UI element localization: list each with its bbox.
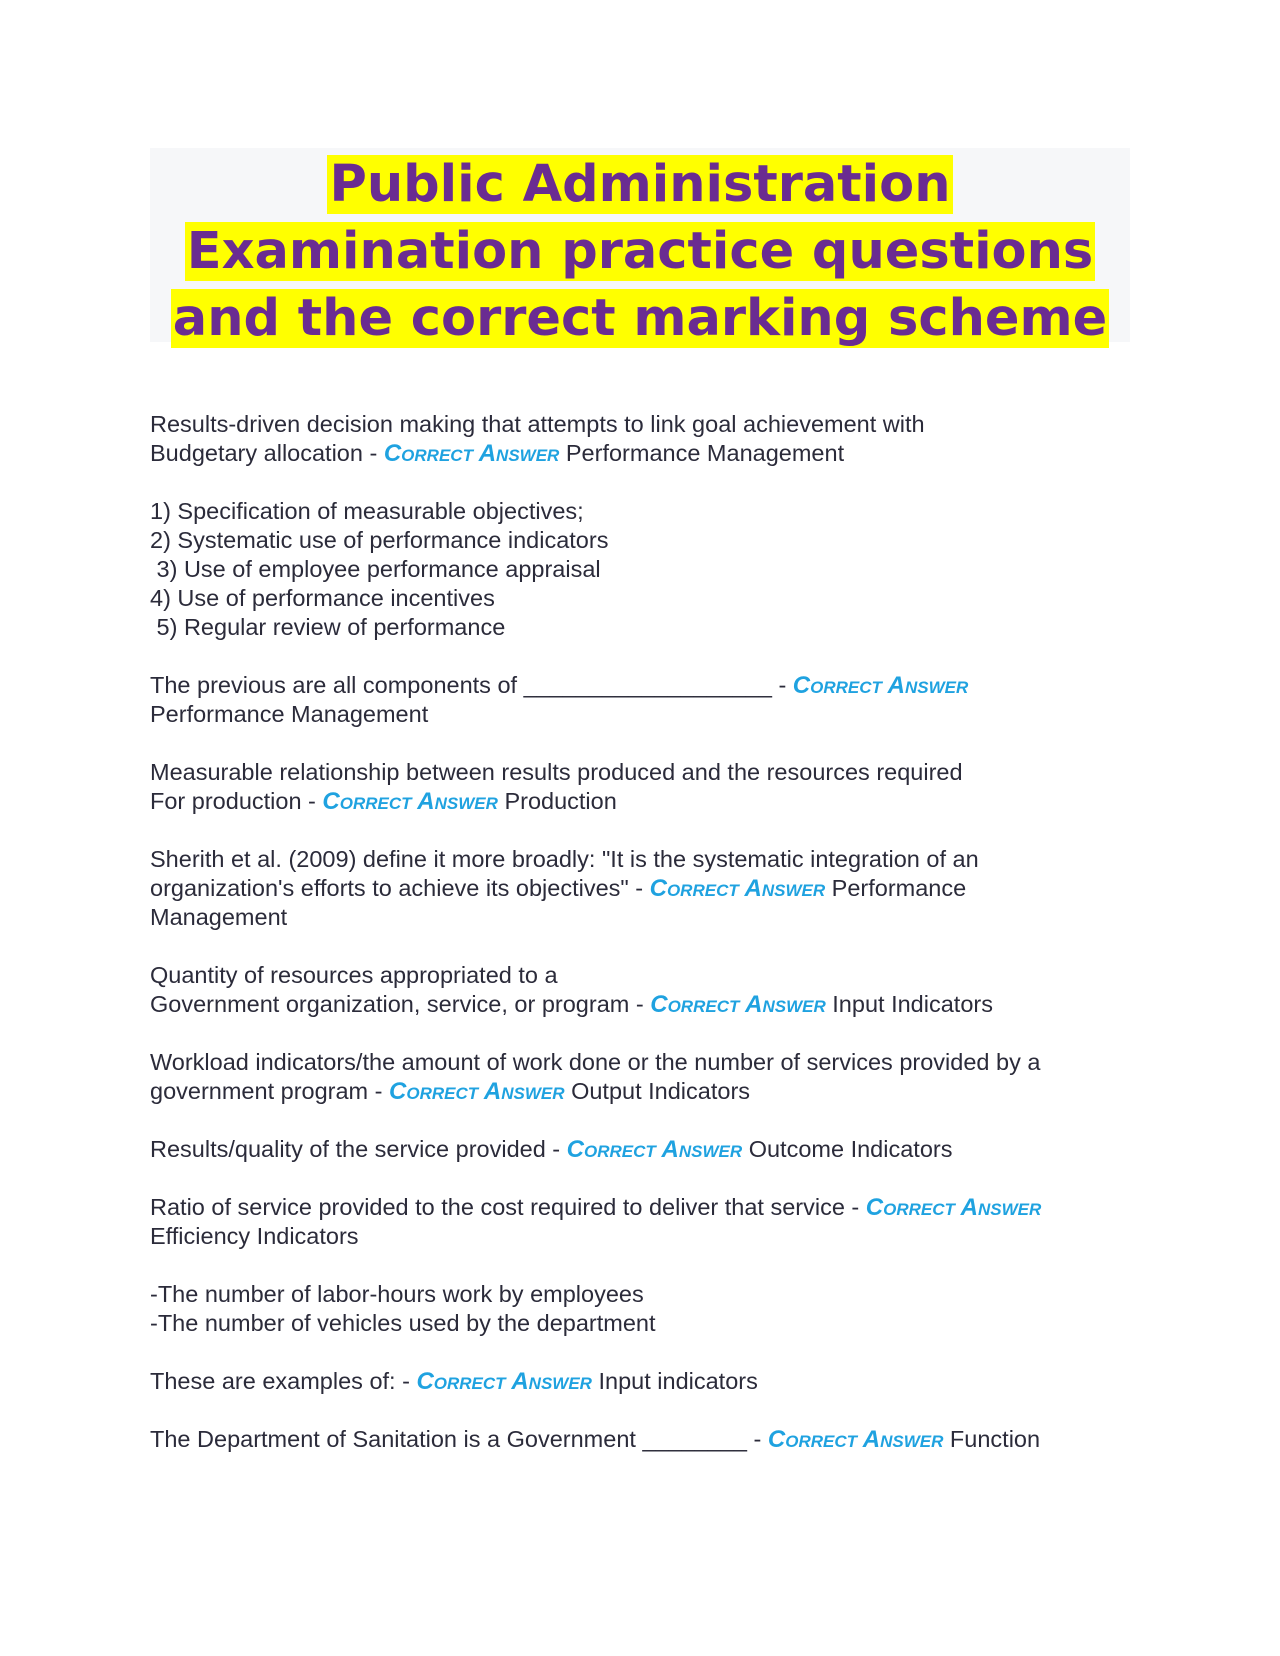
qa-line — [150, 961, 1130, 990]
qa-item — [150, 845, 1130, 932]
qa-line — [150, 584, 1130, 613]
qa-line — [150, 1135, 1130, 1164]
qa-line — [150, 671, 1130, 700]
answer-line — [150, 700, 1130, 729]
answer-line — [150, 1222, 1130, 1251]
answer-text: Output Indicators — [571, 1078, 751, 1104]
question-text: 5) Regular review of performance — [150, 614, 506, 640]
qa-line — [150, 526, 1130, 555]
qa-item — [150, 1193, 1130, 1251]
answer-text: Input indicators — [598, 1368, 758, 1394]
correct-answer-label: Correct Answer — [792, 672, 969, 699]
qa-line — [150, 1425, 1130, 1454]
document-page — [150, 148, 1130, 1483]
qa-item — [150, 1367, 1130, 1396]
qa-list — [150, 410, 1130, 1454]
qa-item — [150, 671, 1130, 729]
question-text: Results/quality of the service provided - — [150, 1136, 567, 1162]
qa-line — [150, 439, 1130, 468]
answer-text: Efficiency Indicators — [150, 1223, 359, 1249]
title-line-1-text: Public Administration — [329, 155, 951, 214]
qa-line — [150, 758, 1130, 787]
question-text: Sherith et al. (2009) define it more broadly: "It is the systematic integration of an — [150, 846, 979, 872]
qa-item — [150, 961, 1130, 1019]
qa-item — [150, 497, 1130, 642]
correct-answer-label: Correct Answer — [865, 1194, 1042, 1221]
title-line-1 — [150, 151, 1130, 218]
qa-line — [150, 1048, 1130, 1077]
qa-item — [150, 410, 1130, 468]
question-text: 4) Use of performance incentives — [150, 585, 495, 611]
title-line-2 — [150, 218, 1130, 285]
qa-line — [150, 1280, 1130, 1309]
qa-line — [150, 1309, 1130, 1338]
qa-item — [150, 1280, 1130, 1338]
correct-answer-label: Correct Answer — [416, 1368, 592, 1395]
question-text: Quantity of resources appropriated to a — [150, 962, 558, 988]
correct-answer-label: Correct Answer — [389, 1078, 565, 1105]
qa-line — [150, 497, 1130, 526]
question-text: -The number of labor-hours work by employees — [150, 1281, 644, 1307]
qa-line — [150, 845, 1130, 874]
qa-item — [150, 1425, 1130, 1454]
question-text: 1) Specification of measurable objectives; — [150, 498, 584, 524]
correct-answer-label: Correct Answer — [650, 991, 826, 1018]
question-text: The Department of Sanitation is a Government ________ - — [150, 1426, 768, 1452]
title-line-3 — [150, 285, 1130, 352]
qa-line — [150, 410, 1130, 439]
qa-item — [150, 1048, 1130, 1106]
question-text: Measurable relationship between results produced and the resources required — [150, 759, 963, 785]
title-line-2-text: Examination practice questions — [186, 222, 1094, 281]
answer-line — [150, 903, 1130, 932]
qa-item — [150, 1135, 1130, 1164]
correct-answer-label: Correct Answer — [767, 1426, 944, 1453]
answer-text: Production — [504, 788, 617, 814]
question-text: Workload indicators/the amount of work done or the number of services provided by a — [150, 1049, 1041, 1075]
qa-line — [150, 1367, 1130, 1396]
answer-text: Function — [949, 1426, 1041, 1452]
answer-text: Outcome Indicators — [748, 1136, 953, 1162]
answer-text: Performance Management — [150, 701, 429, 727]
qa-line — [150, 787, 1130, 816]
correct-answer-label: Correct Answer — [383, 440, 560, 467]
qa-line — [150, 990, 1130, 1019]
question-text: 2) Systematic use of performance indicators — [150, 527, 609, 553]
qa-line — [150, 1193, 1130, 1222]
question-text: government program - — [150, 1078, 390, 1104]
question-text: Budgetary allocation - — [150, 440, 384, 466]
correct-answer-label: Correct Answer — [322, 788, 498, 815]
correct-answer-label: Correct Answer — [566, 1136, 743, 1163]
answer-text: Management — [150, 904, 288, 930]
question-text: Government organization, service, or program - — [150, 991, 651, 1017]
qa-line — [150, 613, 1130, 642]
qa-line — [150, 874, 1130, 903]
qa-line — [150, 555, 1130, 584]
answer-text: Performance Management — [565, 440, 845, 466]
question-text: The previous are all components of ___________________ - — [150, 672, 793, 698]
answer-text: Input Indicators — [832, 991, 993, 1017]
question-text: Ratio of service provided to the cost required to deliver that service - — [150, 1194, 866, 1220]
qa-item — [150, 758, 1130, 816]
question-text: organization's efforts to achieve its objectives" - — [150, 875, 650, 901]
title-block — [150, 148, 1130, 348]
question-text: 3) Use of employee performance appraisal — [150, 556, 601, 582]
question-text: -The number of vehicles used by the department — [150, 1310, 656, 1336]
correct-answer-label: Correct Answer — [649, 875, 826, 902]
qa-line — [150, 1077, 1130, 1106]
title-line-3-text: and the correct marking scheme — [172, 289, 1108, 348]
question-text: For production - — [150, 788, 323, 814]
question-text: Results-driven decision making that attempts to link goal achievement with — [150, 411, 925, 437]
answer-text: Performance — [831, 875, 967, 901]
question-text: These are examples of: - — [150, 1368, 417, 1394]
